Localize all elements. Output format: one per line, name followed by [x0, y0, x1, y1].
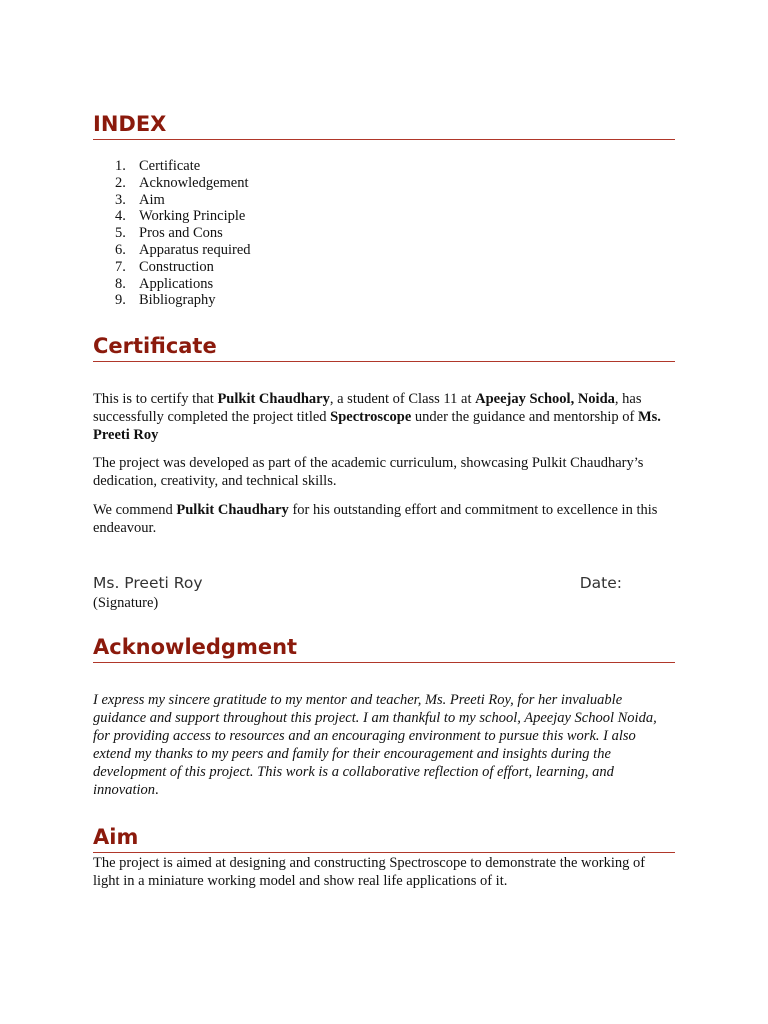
index-item-label: Apparatus required [139, 241, 251, 258]
index-item: 3. Aim [93, 192, 675, 209]
index-heading: INDEX [93, 114, 675, 140]
student-name: Pulkit Chaudhary [176, 502, 289, 518]
mentor-name: Ms. Preeti Roy [93, 409, 661, 443]
certificate-paragraph-2: The project was developed as part of the academic curriculum, showcasing Pulkit Chaudhary’s dedication, creativity, and technical skills. [93, 455, 644, 489]
aim-heading: Aim [93, 827, 675, 853]
index-item: 6. Apparatus required [93, 242, 675, 259]
index-item-label: Applications [139, 275, 214, 292]
index-item: 9. Bibliography [93, 292, 675, 309]
index-item-label: Certificate [139, 158, 201, 174]
acknowledgment-paragraph: I express my sincere gratitude to my mentor and teacher, Ms. Preeti Roy, for her invaluable guidance and support throughout this project. I am thankful to my school, Apeejay School Noida, for providing access to resources and an encouraging environment to pursue this work. I also extend my thanks to my peers and family for their encouragement and insights during the development of this project. This work is a collaborative reflection of effort, learning, and innovation. [93, 692, 657, 798]
index-item-label: Acknowledgement [139, 174, 249, 191]
aim-paragraph: The project is aimed at designing and constructing Spectroscope to demonstrate the working of light in a miniature working model and show real life applications of it. [93, 855, 646, 889]
project-name: Spectroscope [330, 409, 412, 425]
index-item-label: Pros and Cons [139, 225, 223, 242]
signatory-name: Ms. Preeti Roy [93, 574, 203, 592]
index-item: 2. Acknowledgement [93, 175, 675, 192]
certificate-heading: Certificate [93, 336, 675, 362]
index-item-label: Working Principle [139, 208, 246, 225]
acknowledgment-heading: Acknowledgment [93, 637, 675, 663]
index-list [93, 158, 675, 309]
student-name: Pulkit Chaudhary [217, 391, 330, 407]
index-item: 1. Certificate [93, 158, 675, 175]
index-item: 7. Construction [93, 259, 675, 276]
index-item-label: Aim [139, 191, 165, 208]
index-item: 4. Working Principle [93, 208, 675, 225]
index-item: 5. Pros and Cons [93, 225, 675, 242]
certificate-paragraph-1: This is to certify that Pulkit Chaudhary, a student of Class 11 at Apeejay School, Noida, has successfully completed the project titled Spectroscope under the guidance and mentorship of Ms. Preeti Roy [93, 391, 661, 443]
index-item-label: Construction [139, 258, 214, 275]
date-label: Date: [579, 574, 622, 592]
certificate-paragraph-3: We commend Pulkit Chaudhary for his outstanding effort and commitment to excellence in this endeavour. [93, 502, 658, 536]
signature-row [93, 574, 675, 592]
index-item: 8. Applications [93, 276, 675, 293]
index-item-label: Bibliography [139, 292, 216, 309]
school-name: Apeejay School, Noida [475, 391, 615, 407]
signature-note: (Signature) [93, 595, 159, 611]
